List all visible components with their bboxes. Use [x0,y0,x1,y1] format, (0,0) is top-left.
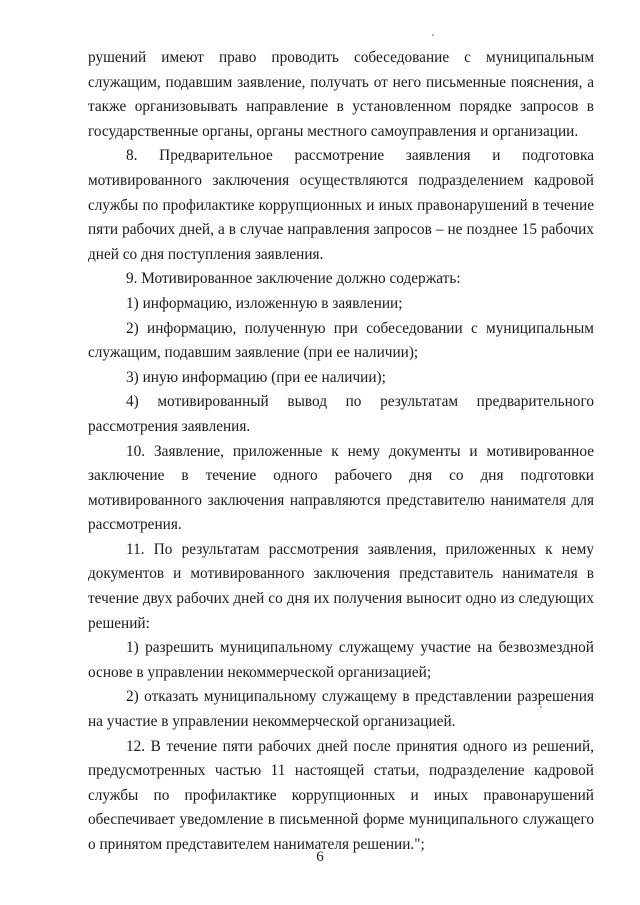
paragraph: 9. Мотивированное заключение должно содержать: [126,270,461,288]
paragraph: 10. Заявление, приложенные к нему документы и мотивированное заключение в течение одного рабочего дня со дня подготовки мотивированного заключения направляются представителю нанимателя для рассмотрения. [88,442,594,534]
paragraph: 2) отказать муниципальному служащему в представлении разрешения на участие в управлении некоммерческой организацией. [88,688,594,731]
paragraph: 12. В течение пяти рабочих дней после принятия одного из решений, предусмотренных частью 11 настоящей статьи, подразделение кадровой службы по профилактике коррупционных и иных правонарушений обеспечивает уведомление в письменной форме муниципального служащего о принятом представителем нанимателя решении."; [88,737,594,853]
paragraph: 3) иную информацию (при ее наличии); [126,368,386,386]
paragraph: 8. Предварительное рассмотрение заявления и подготовка мотивированного заключения осуществляются подразделением кадровой службы по профилактике коррупционных и иных правонарушений в течение пяти рабочих дней, а в случае направления запросов – не позднее 15 рабочих дней со дня поступления заявления. [88,147,594,263]
paragraph: 4) мотивированный вывод по результатам предварительного рассмотрения заявления. [88,393,594,435]
paragraph: рушений имеют право проводить собеседование с муниципальным служащим, подавшим заявление, получать от него письменные пояснения, а также организовывать направление в установленном порядке запросов в государственные органы, органы местного самоуправления и организации. [88,49,594,140]
paragraph: 1) разрешить муниципальному служащему участие на безвозмездной основе в управлении некоммерческой организацией; [88,639,594,681]
page-number: 6 [316,849,324,865]
paragraph: 1) информацию, изложенную в заявлении; [126,294,403,312]
document-body [88,46,594,858]
scan-speck [432,34,434,36]
paragraph: 11. По результатам рассмотрения заявления, приложенных к нему документов и мотивированного заключения представитель нанимателя в течение двух рабочих дней со дня их получения выносит одно из следующих решений: [88,540,594,632]
paragraph: 2) информацию, полученную при собеседовании с муниципальным служащим, подавшим заявление (при ее наличии); [88,319,594,362]
